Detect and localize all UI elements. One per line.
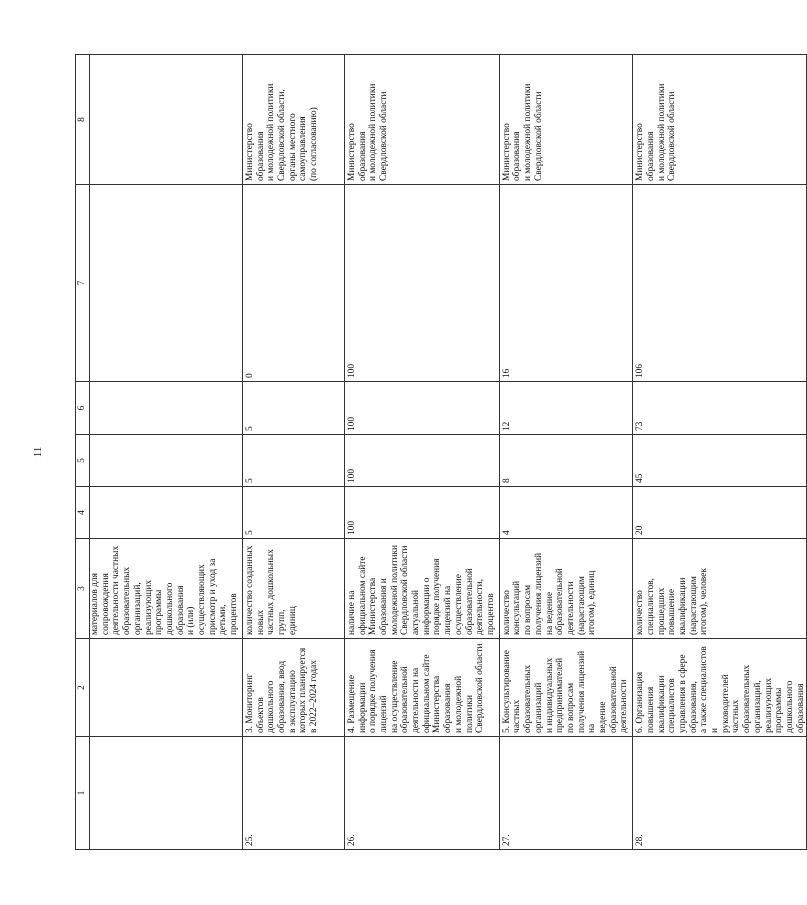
header-cell-8: 8 bbox=[76, 55, 90, 185]
row-number: 28. bbox=[633, 737, 807, 850]
continuation-indicator: материалов для сопровождения деятельности частных образовательных организаций, реализующих программы дошкольного образования и (или) осуществляющих присмотр и уход за детьми, процентов bbox=[90, 539, 243, 639]
value-col6: 12 bbox=[499, 382, 632, 435]
row-number: 25. bbox=[242, 737, 344, 850]
value-col7: 106 bbox=[633, 185, 807, 382]
activity-cell: 6. Организация повышения квалификации специалистов управления в сфере образования, а также специалистов и руководителей частных образовательных организаций, реализующих программы дошкольного образования bbox=[633, 639, 807, 737]
continuation-activity bbox=[90, 639, 243, 737]
responsible-cell: Министерство образования и молодежной политики Свердловской области bbox=[499, 55, 632, 185]
continuation-c7 bbox=[90, 185, 243, 382]
indicator-cell: количество созданных новых частных дошкольных групп, единиц bbox=[242, 539, 344, 639]
header-row bbox=[76, 55, 90, 850]
row-number: 26. bbox=[344, 737, 499, 850]
value-col7: 0 bbox=[242, 185, 344, 382]
header-cell-1: 1 bbox=[76, 737, 90, 850]
value-col7: 100 bbox=[344, 185, 499, 382]
header-cell-5: 5 bbox=[76, 435, 90, 487]
value-col4: 5 bbox=[242, 487, 344, 539]
header-cell-4: 4 bbox=[76, 487, 90, 539]
table-row bbox=[344, 55, 499, 850]
table-row bbox=[242, 55, 344, 850]
header-cell-7: 7 bbox=[76, 185, 90, 382]
rotated-table-container bbox=[75, 55, 806, 850]
page-number: 11 bbox=[32, 446, 44, 458]
value-col5: 8 bbox=[499, 435, 632, 487]
table-row bbox=[499, 55, 632, 850]
activity-cell: 4. Размещение информации о порядке получения лицензий на осуществление образовательной деятельности на официальном сайте Министерства образования и молодежной политики Свердловской области bbox=[344, 639, 499, 737]
indicator-cell: количество консультаций по вопросам получения лицензий на ведение образовательной деятельности (нарастающим итогом), единиц bbox=[499, 539, 632, 639]
value-col6: 73 bbox=[633, 382, 807, 435]
table-row bbox=[633, 55, 807, 850]
continuation-row bbox=[90, 55, 243, 850]
header-cell-3: 3 bbox=[76, 539, 90, 639]
value-col7: 16 bbox=[499, 185, 632, 382]
value-col5: 5 bbox=[242, 435, 344, 487]
activity-cell: 5. Консультирование частных образовательных организаций и индивидуальных предпринимателей по вопросам получения лицензий на ведение образовательной деятельности bbox=[499, 639, 632, 737]
continuation-c5 bbox=[90, 435, 243, 487]
value-col4: 100 bbox=[344, 487, 499, 539]
continuation-c4 bbox=[90, 487, 243, 539]
responsible-cell: Министерство образования и молодежной политики Свердловской области bbox=[633, 55, 807, 185]
header-cell-2: 2 bbox=[76, 639, 90, 737]
responsible-cell: Министерство образования и молодежной политики Свердловской области bbox=[344, 55, 499, 185]
value-col6: 5 bbox=[242, 382, 344, 435]
indicator-cell: наличие на официальном сайте Министерства образования и молодежной политики Свердловской области актуальной информации о порядке получения лицензий на осуществление образовательной деятельности, процентов bbox=[344, 539, 499, 639]
value-col5: 45 bbox=[633, 435, 807, 487]
continuation-c6 bbox=[90, 382, 243, 435]
continuation-responsible bbox=[90, 55, 243, 185]
indicator-cell: количество специалистов, прошедших повышение квалификации (нарастающим итогом), человек bbox=[633, 539, 807, 639]
value-col4: 20 bbox=[633, 487, 807, 539]
header-cell-6: 6 bbox=[76, 382, 90, 435]
continuation-num bbox=[90, 737, 243, 850]
value-col4: 4 bbox=[499, 487, 632, 539]
row-number: 27. bbox=[499, 737, 632, 850]
activity-cell: 3. Мониторинг объектов дошкольного образования, ввод в эксплуатацию которых планируется в 2022–2024 годах bbox=[242, 639, 344, 737]
responsible-cell: Министерство образования и молодежной политики Свердловской области, органы местного самоуправления (по согласованию) bbox=[242, 55, 344, 185]
value-col6: 100 bbox=[344, 382, 499, 435]
program-activities-table bbox=[75, 54, 807, 850]
value-col5: 100 bbox=[344, 435, 499, 487]
